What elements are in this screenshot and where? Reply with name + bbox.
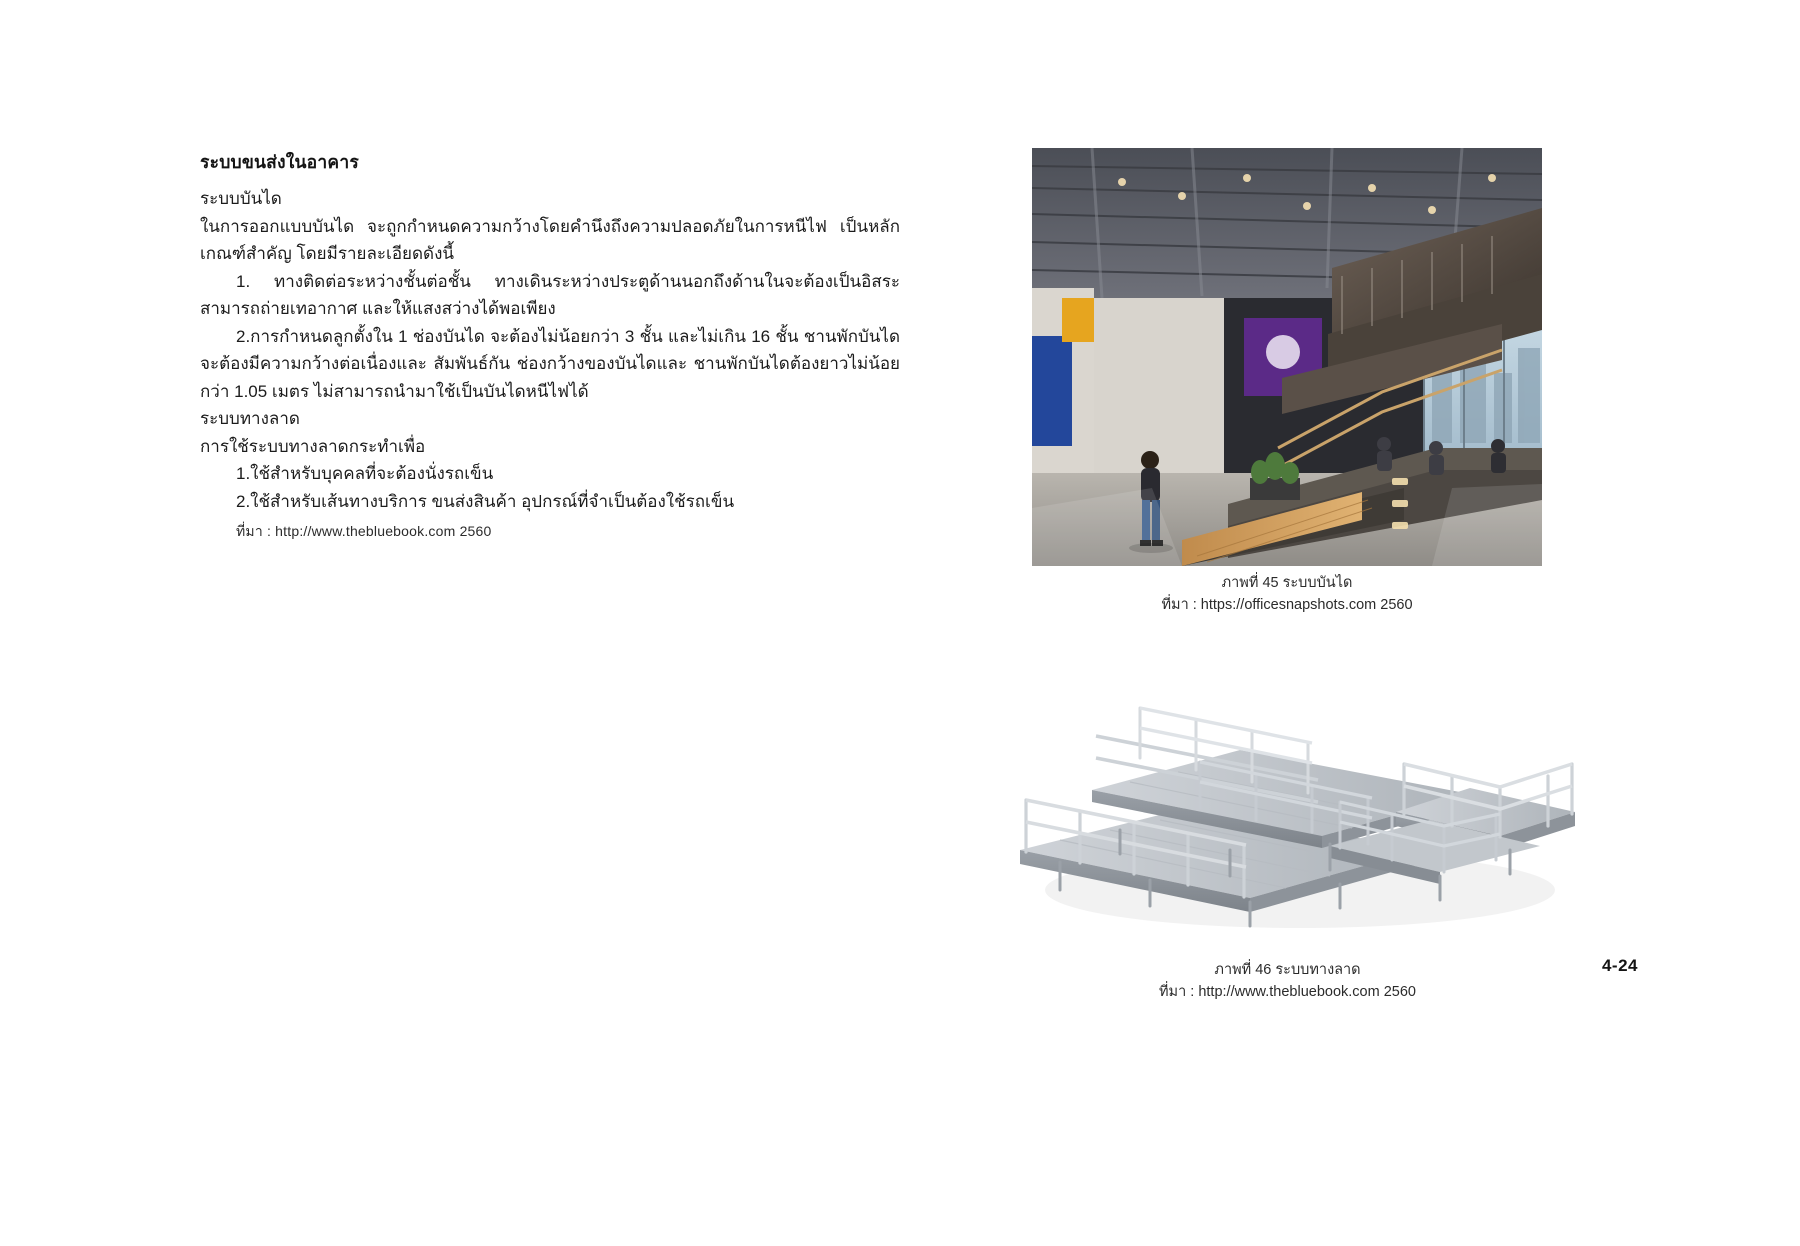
figure-stair (1032, 148, 1542, 617)
paragraph-stair-item-2: 2.การกำหนดลูกตั้งใน 1 ช่องบันได จะต้องไม่น้อยกว่า 3 ชั้น และไม่เกิน 16 ชั้น ชานพักบันไดจะต้องมีความกว้างต่อเนื่องและ สัมพันธ์กัน ช่องกว้างของบันไดและ ชานพักบันไดต้องยาวไม่น้อยกว่า 1.05 เมตร ไม่สามารถนำมาใช้เป็นบันไดหนีไฟได้ (200, 326, 900, 401)
figure-ramp-image (1000, 640, 1575, 950)
paragraph-stair-item-1: 1. ทางติดต่อระหว่างชั้นต่อชั้น ทางเดินระหว่างประตูด้านนอกถึงด้านในจะต้องเป็นอิสระ สามารถถ่ายเทอากาศ และให้แสงสว่างได้พอเพียง (200, 271, 900, 319)
figure-ramp (1000, 640, 1575, 1004)
page-title: ระบบขนส่งในอาคาร (200, 152, 359, 172)
wheelchair-ramp-illustration (1000, 640, 1575, 950)
sub-heading-ramp-system: ระบบทางลาด (200, 409, 300, 429)
text-source-note: ที่มา : http://www.thebluebook.com 2560 (236, 523, 492, 540)
figure-ramp-caption-text: ภาพที่ 46 ระบบทางลาด (1214, 962, 1361, 978)
sub-heading-stair-system: ระบบบันได (200, 189, 282, 208)
text-column (200, 148, 900, 543)
page-number: 4-24 (1601, 956, 1638, 975)
figure-stair-caption (1032, 573, 1542, 617)
figure-stair-caption-text: ภาพที่ 45 ระบบบันได (1221, 575, 1353, 591)
paragraph-ramp-item-2: 2.ใช้สำหรับเส้นทางบริการ ขนส่งสินค้า อุปกรณ์ที่จำเป็นต้องใช้รถเข็น (236, 491, 735, 511)
figure-stair-image (1032, 148, 1542, 566)
figure-ramp-source: ที่มา : http://www.thebluebook.com 2560 (1159, 983, 1416, 1000)
figure-ramp-caption (1000, 960, 1575, 1004)
interior-stair-illustration (1032, 148, 1542, 566)
figure-stair-source: ที่มา : https://officesnapshots.com 2560 (1161, 596, 1413, 613)
paragraph-stair-intro: ในการออกแบบบันได จะถูกกำหนดความกว้างโดยคำนึงถึงความปลอดภัยในการหนีไฟ เป็นหลักเกณฑ์สำคัญ โดยมีรายละเอียดดังนี้ (200, 216, 900, 264)
paragraph-ramp-intro: การใช้ระบบทางลาดกระทำเพื่อ (200, 436, 426, 456)
paragraph-ramp-item-1: 1.ใช้สำหรับบุคคลที่จะต้องนั่งรถเข็น (236, 464, 494, 484)
